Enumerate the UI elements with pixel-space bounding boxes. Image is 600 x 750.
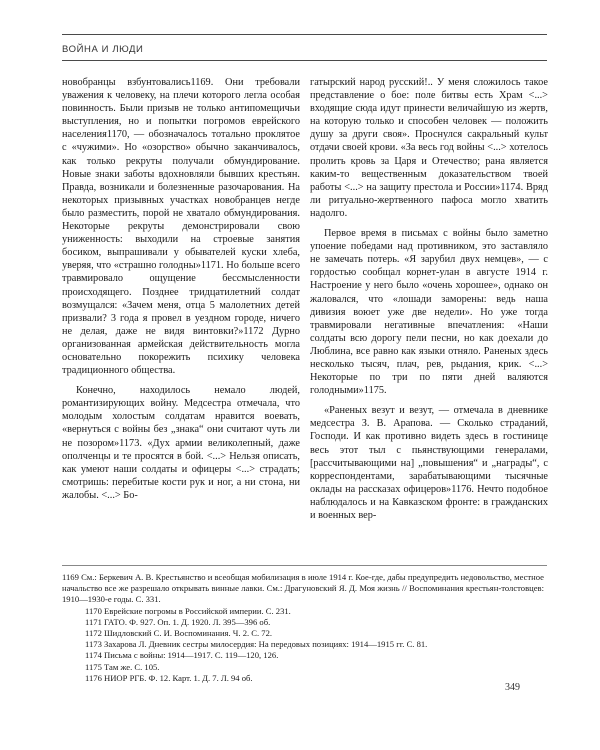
running-header: ВОЙНА И ЛЮДИ	[62, 44, 144, 55]
footnote-separator	[62, 565, 547, 566]
footnote: 1170 Еврейские погромы в Российской империи. С. 231.	[85, 605, 291, 616]
footnote: 1171 ГАТО. Ф. 927. Оп. 1. Д. 1920. Л. 395—396 об.	[85, 616, 271, 627]
footnotes	[62, 572, 544, 684]
paragraph: новобранцы взбунтовались1169. Они требовали уважения к человеку, на плечи которого легла особая повинность. Были призыв не только антипомещичьи выступления, но и попытки погромов еврейского населения1170, — обозначалось тотально проклятое с «чужими». Но «озорство» обычно заканчивалось, как только рекруты получали обмундирование. Новые знаки заботы вдохновляли бывших крестьян. Правда, возникали и болезненные разочарования. На некоторых призывных участках новобранцев негде было разместить, порой не хватало обмундирования. Некоторые рекруты демонстрировали свою униженность: выходили на строевые занятия босиком, выпрашивали у обывателей куски хлеба, уверяя, что «страшно голодны»1171. Но больше всего травмировало ощущение бессмысленности происходящего. Позднее тридцатилетний солдат возмущался: «Зачем меня, отца 5 малолетних детей призвали? 3 года я провел в уездном городе, ничего не делая, даже не видя винтовки?»1172 Дурно организованная армейская действительность могла основательно покорежить психику человека традиционного общества.	[62, 77, 300, 377]
header-bottom-rule	[62, 60, 547, 61]
right-text-column	[310, 76, 548, 522]
paragraph: Первое время в письмах с войны было заметно упоение победами над противником, это заставляло не замечать потерь. «Я зарубил двух немцев», — с гордостью сообщал корнет-улан в августе 1914 г. Настроение у него было «очень хорошее», однако он жаловался, что «лошади заморены: ведь наша дивизия воюет уже две недели». Но уже тогда травмировали негативные впечатления: «Наши солдаты всю дорогу пели песни, но как доехали до Люблина, все равно как языки отняло. Раненых здесь несколько тысяч, плач, рев, рыдания, крик. <...> Некоторые по три по пяти дней валяются голодными»1175.	[310, 228, 548, 397]
footnote: 1172 Шидловский С. И. Воспоминания. Ч. 2. С. 72.	[85, 628, 273, 639]
footnote: 1175 Там же. С. 105.	[85, 661, 160, 672]
footnote: 1173 Захарова Л. Дневник сестры милосердия: На передовых позициях: 1914—1915 гг. С. 81.	[85, 639, 428, 650]
paragraph: гатырский народ русский!.. У меня сложилось такое представление о бое: поле битвы есть Храм <...> входящие сюда идут принести величайшую из жертв, на которую только и способен человек — положить душу за други своя». Проснулся сакральный культ отдачи своей крови. «За весь год войны <...> хотелось пролить кровь за Царя и Отечество; рана является каким-то вещественным доказательством твоей работы <...> на защиту престола и России»1174. Вряд ли ритуально-жертвенного пафоса могло хватить надолго.	[310, 77, 548, 219]
footnote: 1174 Письма с войны: 1914—1917. С. 119—120, 126.	[85, 650, 279, 661]
paragraph: «Раненых везут и везут, — отмечала в дневнике медсестра З. В. Арапова. — Сколько страданий, Господи. И как противно видеть здесь в гостинице весь этот тыл с пьянствующими генералами, [рассчитывающими на] „повышения“ и „награды“, с корреспондентами, зарабатывающими тысячные оклады на рассказах офицеров»1176. Нечто подобное наблюдалось и на Кавказском фронте: в гражданских и военных вер-	[310, 405, 548, 521]
paragraph: Конечно, находилось немало людей, романтизирующих войну. Медсестра отмечала, что молодым холостым солдатам нравится воевать, «вернуться с войны без „знака“ они считают чуть ли не позором»1173. «Дух армии великолепный, даже ополченцы и те просятся в бой. <...> Нельзя описать, как умеют наши солдаты и офицеры <...> страдать; смотришь: перебитые кости рук и ног, а ни стона, ни жалобы. <...> Бо-	[62, 385, 300, 501]
left-text-column	[62, 76, 300, 502]
header-top-rule	[62, 34, 547, 35]
page-number: 349	[505, 682, 520, 693]
footnote: 1169 См.: Беркевич А. В. Крестьянство и всеобщая мобилизация в июле 1914 г. Кое-где, дабы предупредить недовольство, местное начальство все же разрешало открывать винные лавки. См.: Драгуновский Я. Д. Моя жизнь // Воспоминания крестьян-толстовцев: 1910—1930-е годы. С. 331.	[62, 572, 544, 605]
footnote: 1176 НИОР РГБ. Ф. 12. Карт. 1. Д. 7. Л. 94 об.	[85, 672, 253, 683]
